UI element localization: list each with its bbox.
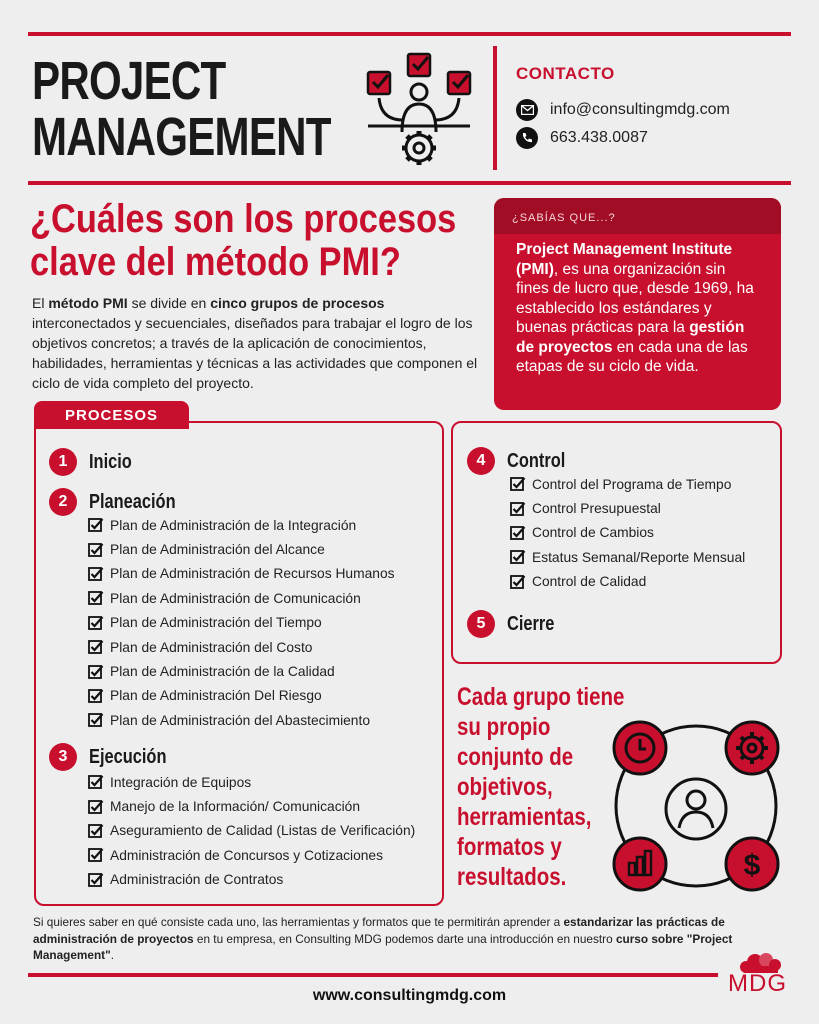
list-item: Plan de Administración del Alcance bbox=[88, 537, 395, 561]
list-item: Control de Cambios bbox=[510, 521, 745, 545]
group-number: 2 bbox=[49, 488, 77, 516]
mdg-logo-text: MDG bbox=[728, 970, 787, 997]
intro-paragraph: El método PMI se divide en cinco grupos de procesos interconectados y secuenciales, diseñados para trabajar el logro de los objetivos concretos; a través de la aplicación de conocimientos, habilidades, herramientas y técnicas a las actividades que componen el ciclo de vida completo del proyecto. bbox=[32, 295, 478, 391]
checkbox-checked-icon bbox=[88, 872, 104, 888]
group-number: 3 bbox=[49, 743, 77, 771]
checkbox-checked-icon bbox=[510, 501, 526, 517]
mail-icon bbox=[516, 99, 538, 121]
website-link[interactable]: www.consultingmdg.com bbox=[312, 987, 507, 1004]
contact-email-row[interactable] bbox=[516, 99, 730, 121]
list-item: Administración de Contratos bbox=[88, 868, 415, 892]
group-number: 4 bbox=[467, 447, 495, 475]
list-item: Integración de Equipos bbox=[88, 770, 415, 794]
group-name: Control bbox=[507, 449, 566, 472]
group-ejecucion bbox=[49, 743, 183, 771]
group-name: Cierre bbox=[507, 612, 555, 635]
list-item: Estatus Semanal/Reporte Mensual bbox=[510, 545, 745, 569]
checkbox-checked-icon bbox=[88, 823, 104, 839]
group-number: 1 bbox=[49, 448, 77, 476]
procesos-tab: PROCESOS bbox=[34, 401, 189, 429]
list-item: Plan de Administración de la Calidad bbox=[88, 659, 395, 683]
page-title-line2: MANAGEMENT bbox=[32, 107, 331, 167]
question-title-line1: ¿Cuáles son los procesos bbox=[30, 197, 457, 241]
list-item: Control del Programa de Tiempo bbox=[510, 472, 745, 496]
control-list bbox=[510, 472, 745, 594]
footer-paragraph: Si quieres saber en qué consiste cada uno, las herramientas y formatos que te permitirán aprender a estandarizar las prácticas de administración de proyectos en tu empresa, en Consulting MDG podemos darte una introducción en nuestro curso sobre "Project Management". bbox=[33, 915, 733, 962]
did-you-know-card bbox=[494, 198, 781, 410]
checkbox-checked-icon bbox=[88, 799, 104, 815]
checkbox-checked-icon bbox=[88, 664, 104, 680]
group-planeacion bbox=[49, 488, 195, 516]
project-manager-icon bbox=[362, 48, 478, 172]
ejecucion-list bbox=[88, 770, 415, 892]
page-title-line1: PROJECT bbox=[32, 51, 226, 111]
list-item: Plan de Administración Del Riesgo bbox=[88, 684, 395, 708]
header-bottom-rule bbox=[28, 181, 791, 185]
svg-text:$: $ bbox=[743, 849, 761, 882]
checkbox-checked-icon bbox=[88, 517, 104, 533]
list-item: Aseguramiento de Calidad (Listas de Verificación) bbox=[88, 819, 415, 843]
contact-email[interactable]: info@consultingmdg.com bbox=[550, 101, 730, 118]
checkbox-checked-icon bbox=[88, 847, 104, 863]
top-rule bbox=[28, 32, 791, 36]
did-you-know-text: Project Management Institute (PMI), es una organización sin fines de lucro que, desde 1969, ha establecido los estándares y buenas prácticas para la gestión de proyectos en cada una de las etapas de su ciclo de vida. bbox=[516, 241, 754, 375]
list-item: Plan de Administración de Comunicación bbox=[88, 586, 395, 610]
group-number: 5 bbox=[467, 610, 495, 638]
contact-phone[interactable]: 663.438.0087 bbox=[550, 129, 648, 146]
group-control bbox=[467, 447, 578, 475]
checkbox-checked-icon bbox=[510, 476, 526, 492]
list-item: Control de Calidad bbox=[510, 570, 745, 594]
list-item: Plan de Administración de Recursos Humanos bbox=[88, 562, 395, 586]
group-name: Ejecución bbox=[89, 745, 167, 768]
objectives-wheel-icon bbox=[605, 715, 787, 897]
checkbox-checked-icon bbox=[88, 566, 104, 582]
group-inicio bbox=[49, 448, 141, 476]
checkbox-checked-icon bbox=[88, 774, 104, 790]
checkbox-checked-icon bbox=[88, 590, 104, 606]
question-title-line2: clave del método PMI? bbox=[30, 240, 401, 284]
checkbox-checked-icon bbox=[510, 525, 526, 541]
checkbox-checked-icon bbox=[88, 639, 104, 655]
list-item: Plan de Administración del Costo bbox=[88, 635, 395, 659]
list-item: Plan de Administración de la Integración bbox=[88, 513, 395, 537]
list-item: Administración de Concursos y Cotizaciones bbox=[88, 843, 415, 867]
phone-icon bbox=[516, 127, 538, 149]
checkbox-checked-icon bbox=[510, 574, 526, 590]
list-item: Plan de Administración del Abastecimiento bbox=[88, 708, 395, 732]
header-divider bbox=[493, 46, 497, 170]
checkbox-checked-icon bbox=[88, 615, 104, 631]
group-cierre bbox=[467, 610, 565, 638]
list-item: Plan de Administración del Tiempo bbox=[88, 611, 395, 635]
contact-title: CONTACTO bbox=[516, 64, 615, 83]
did-you-know-heading: ¿SABÍAS QUE...? bbox=[494, 198, 781, 234]
checkbox-checked-icon bbox=[88, 712, 104, 728]
planeacion-list bbox=[88, 513, 395, 733]
contact-phone-row[interactable] bbox=[516, 127, 648, 149]
group-name: Inicio bbox=[89, 450, 132, 473]
list-item: Manejo de la Información/ Comunicación bbox=[88, 794, 415, 818]
footer-rule bbox=[28, 973, 718, 977]
tagline: Cada grupo tiene su propio conjunto de objetivos, herramientas, formatos y resultados. bbox=[457, 683, 625, 891]
list-item: Control Presupuestal bbox=[510, 496, 745, 520]
checkbox-checked-icon bbox=[510, 549, 526, 565]
group-name: Planeación bbox=[89, 490, 176, 513]
checkbox-checked-icon bbox=[88, 542, 104, 558]
checkbox-checked-icon bbox=[88, 688, 104, 704]
